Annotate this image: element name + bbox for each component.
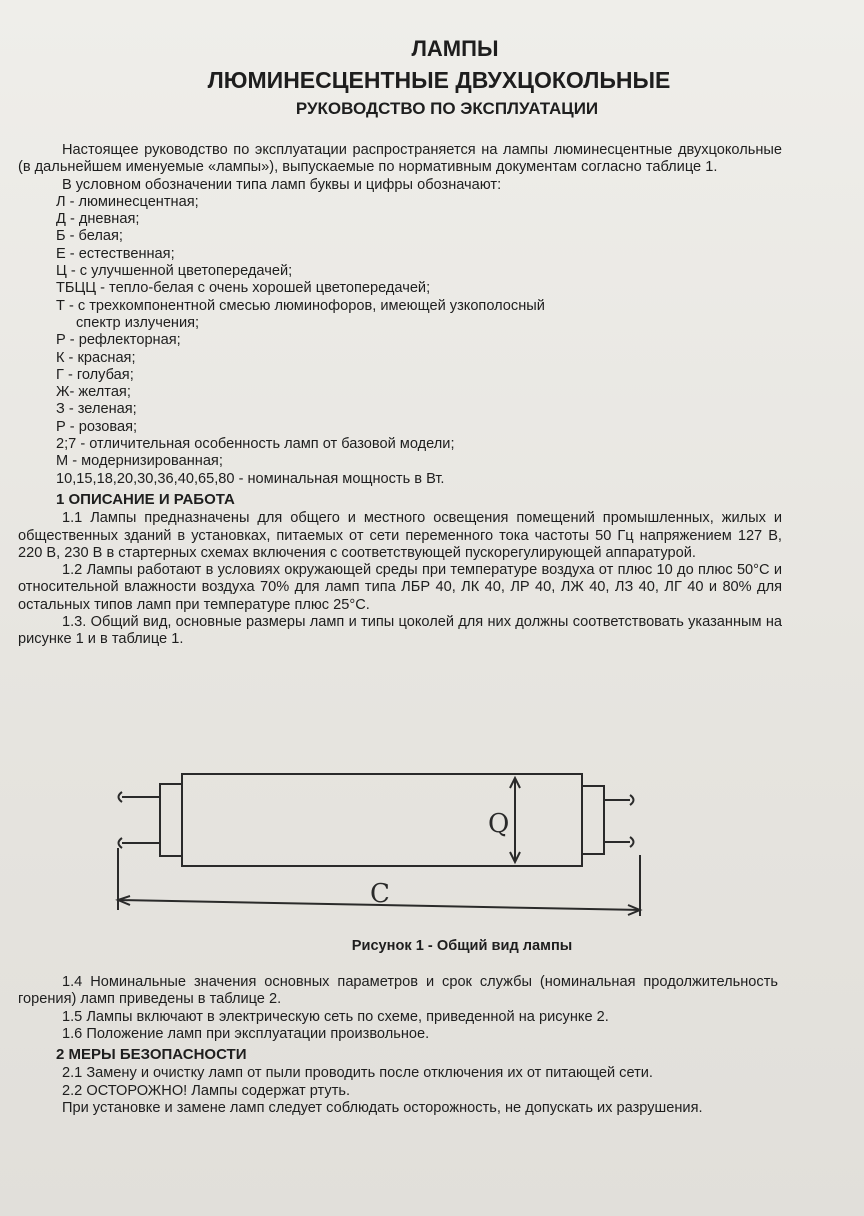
lower-section	[18, 974, 778, 1117]
intro-section	[18, 142, 782, 649]
legend-item: Р - розовая;	[56, 418, 138, 435]
legend-item: З - зеленая;	[56, 401, 137, 418]
lamp-figure	[100, 760, 660, 930]
legend-item: Т - с трехкомпонентной смесью люминофоров, имеющей узкополосный	[56, 297, 545, 314]
legend-item: ТБЦЦ - тепло-белая с очень хорошей цветопередачей;	[56, 280, 431, 297]
right-pin-bottom-end	[630, 837, 634, 847]
legend-list	[18, 194, 782, 488]
title-manual: РУКОВОДСТВО ПО ЭКСПЛУАТАЦИИ	[295, 99, 599, 118]
title-block	[0, 34, 864, 122]
legend-item: Р - рефлекторная;	[56, 332, 181, 349]
paragraph-1-4: 1.4 Номинальные значения основных параметров и срок службы (номинальная продолжительность горения) ламп приведены в таблице 2.	[18, 974, 778, 1008]
paragraph-1-2: 1.2 Лампы работают в условиях окружающей среды при температуре воздуха от плюс 10 до плюс 50°С и относительной влажности воздуха 70% для ламп типа ЛБР 40, ЛК 40, ЛР 40, ЛЖ 40, ЛЗ 40, ЛГ 40 и 80% для остальных типов ламп при температуре плюс 25°С.	[18, 562, 782, 613]
figure-caption	[0, 938, 864, 954]
legend-item: Д - дневная;	[56, 211, 140, 228]
legend-item: М - модернизированная;	[56, 453, 223, 470]
figure-caption-text: Рисунок 1 - Общий вид лампы	[351, 938, 573, 954]
legend-item: Ц - с улучшенной цветопередачей;	[56, 263, 293, 280]
legend-item: Ж- желтая;	[56, 384, 131, 401]
intro-paragraph: Настоящее руководство по эксплуатации распространяется на лампы люминесцентные двухцокольные (в дальнейшем именуемые «лампы»), выпускаемые по нормативным документам согласно таблице 1.	[18, 142, 782, 176]
lamp-tube	[182, 774, 582, 866]
paragraph-2-2: 2.2 ОСТОРОЖНО! Лампы содержат ртуть.	[62, 1082, 351, 1099]
legend-item: Б - белая;	[56, 228, 123, 245]
paragraph-2-1: 2.1 Замену и очистку ламп от пыли проводить после отключения их от питающей сети.	[62, 1065, 653, 1082]
title-lamps: ЛАМПЫ	[411, 36, 499, 61]
paragraph-1-3: 1.3. Общий вид, основные размеры ламп и типы цоколей для них должны соответствовать указанным на рисунке 1 и в таблице 1.	[18, 614, 782, 648]
paragraph-1-5: 1.5 Лампы включают в электрическую сеть по схеме, приведенной на рисунке 2.	[62, 1008, 609, 1025]
legend-item: Е - естественная;	[56, 245, 175, 262]
section1-heading: 1 ОПИСАНИЕ И РАБОТА	[56, 490, 235, 508]
section2-heading: 2 МЕРЫ БЕЗОПАСНОСТИ	[56, 1046, 247, 1064]
right-cap	[582, 786, 604, 854]
left-cap	[160, 784, 182, 856]
left-pin-top-end	[119, 792, 123, 802]
paragraph-2-3: При установке и замене ламп следует соблюдать осторожность, не допускать их разрушения.	[62, 1100, 703, 1117]
right-pin-top-end	[630, 795, 634, 805]
title-fluorescent: ЛЮМИНЕСЦЕНТНЫЕ ДВУХЦОКОЛЬНЫЕ	[207, 67, 671, 93]
paragraph-1-6: 1.6 Положение ламп при эксплуатации произвольное.	[62, 1025, 430, 1042]
paragraph-1-1: 1.1 Лампы предназначены для общего и местного освещения помещений промышленных, жилых и общественных зданий в установках, питаемых от сети переменного тока частоты 50 Гц напряжением 127 В, 220 В, 230 В в стартерных схемах включения с соответствующей пускорегулирующей аппаратурой.	[18, 510, 782, 561]
legend-item: спектр излучения;	[76, 314, 200, 331]
legend-item: Л - люминесцентная;	[56, 193, 199, 210]
diameter-label: Q	[488, 809, 510, 839]
legend-item: 10,15,18,20,30,36,40,65,80 - номинальная мощность в Вт.	[56, 470, 445, 487]
legend-lead: В условном обозначении типа ламп буквы и цифры обозначают:	[62, 176, 502, 193]
legend-item: К - красная;	[56, 349, 136, 366]
legend-item: 2;7 - отличительная особенность ламп от базовой модели;	[56, 436, 455, 453]
length-label: C	[370, 879, 390, 909]
left-pin-bottom-end	[119, 838, 123, 848]
legend-item: Г - голубая;	[56, 366, 134, 383]
